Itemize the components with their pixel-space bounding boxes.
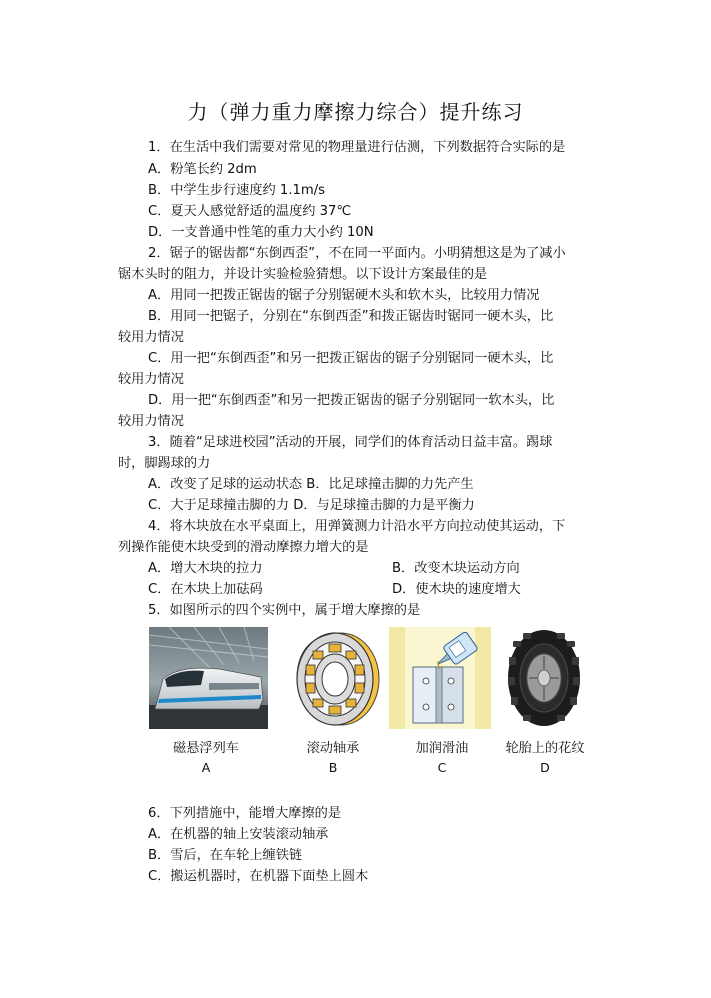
q4-option-c: C．在木块上加砝码	[148, 582, 263, 597]
q1-option-c: C．夏天人感觉舒适的温度约 37℃	[148, 204, 352, 219]
q2-option-d-cont: 较用力情况	[118, 414, 184, 429]
q4-option-b: B．改变木块运动方向	[392, 561, 520, 576]
q5-caption-d: 轮胎上的花纹	[505, 741, 585, 756]
q3-options-ab: A．改变了足球的运动状态 B．比足球撞击脚的力先产生	[148, 477, 474, 492]
q1-option-b: B．中学生步行速度约 1.1m/s	[148, 183, 326, 198]
q4-option-a: A．增大木块的拉力	[148, 561, 263, 576]
q1-option-d: D．一支普通中性笔的重力大小约 10N	[148, 225, 374, 240]
q5-letter-c: C	[437, 760, 447, 775]
q1-stem: 1．在生活中我们需要对常见的物理量进行估测，下列数据符合实际的是	[148, 140, 566, 155]
rolling-bearing-image	[279, 627, 383, 729]
q2-option-d: D．用一把“东倒西歪”和另一把拨正锯齿的锯子分别锯同一软木头，比	[148, 393, 555, 408]
q5-letter-a: A	[201, 760, 211, 775]
q2-option-b-cont: 较用力情况	[118, 330, 184, 345]
q4-option-d: D．使木块的速度增大	[392, 582, 521, 597]
q5-caption-a: 磁悬浮列车	[173, 741, 239, 756]
q1-option-a: A．粉笔长约 2dm	[148, 162, 257, 177]
q6-option-a: A．在机器的轴上安装滚动轴承	[148, 827, 329, 842]
q5-letter-d: D	[540, 760, 550, 775]
tire-tread-image	[503, 627, 585, 729]
q5-caption-b: 滚动轴承	[306, 741, 360, 756]
q2-option-a: A．用同一把拨正锯齿的锯子分别锯硬木头和软木头，比较用力情况	[148, 288, 540, 303]
q6-option-b: B．雪后，在车轮上缠铁链	[148, 848, 303, 863]
q5-caption-c: 加润滑油	[415, 741, 469, 756]
q3-stem-cont: 时，脚踢球的力	[118, 456, 211, 471]
q2-stem-cont: 锯木头时的阻力，并设计实验检验猜想。以下设计方案最佳的是	[118, 267, 488, 282]
q4-stem-cont: 列操作能使木块受到的滑动摩擦力增大的是	[118, 540, 369, 555]
q2-stem: 2．锯子的锯齿都“东倒西歪”，不在同一平面内。小明猜想这是为了减小	[148, 246, 566, 261]
q2-option-b: B．用同一把锯子，分别在“东倒西歪”和拨正锯齿时锯同一硬木头，比	[148, 309, 554, 324]
q6-option-c: C．搬运机器时，在机器下面垫上圆木	[148, 869, 369, 884]
q6-stem: 6．下列措施中，能增大摩擦的是	[148, 806, 342, 821]
q4-stem: 4．将木块放在水平桌面上，用弹簧测力计沿水平方向拉动使其运动，下	[148, 519, 566, 534]
lubricating-oil-image	[389, 627, 491, 729]
maglev-train-image	[149, 627, 268, 729]
q5-letter-b: B	[328, 760, 338, 775]
q3-options-cd: C．大于足球撞击脚的力 D．与足球撞击脚的力是平衡力	[148, 498, 475, 513]
q5-stem: 5．如图所示的四个实例中，属于增大摩擦的是	[148, 603, 421, 618]
q3-stem: 3．随着“足球进校园”活动的开展，同学们的体育活动日益丰富。踢球	[148, 435, 553, 450]
q2-option-c: C．用一把“东倒西歪”和另一把拨正锯齿的锯子分别锯同一硬木头，比	[148, 351, 554, 366]
q2-option-c-cont: 较用力情况	[118, 372, 184, 387]
page-title: 力（弹力重力摩擦力综合）提升练习	[187, 100, 524, 124]
